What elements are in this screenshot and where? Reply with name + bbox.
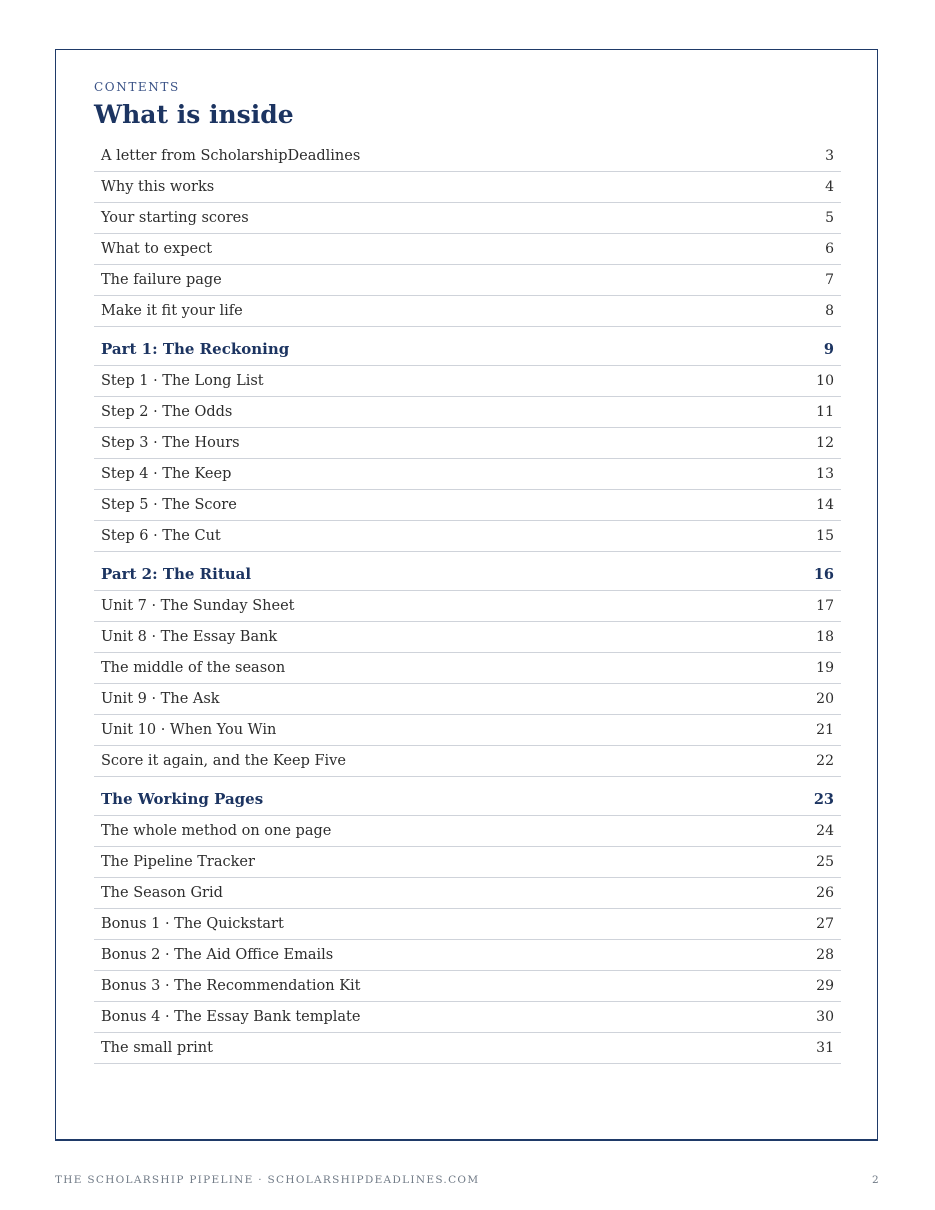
- toc-entry[interactable]: [94, 296, 841, 327]
- toc-page-number: 16: [813, 565, 834, 583]
- toc-page-number: 5: [825, 210, 834, 226]
- toc-page-number: 10: [816, 373, 834, 389]
- page-frame: [55, 49, 878, 1141]
- toc-entry-label: Bonus 4 · The Essay Bank template: [101, 1009, 361, 1025]
- toc-entry-label: Step 6 · The Cut: [101, 528, 221, 544]
- toc-entry[interactable]: [94, 203, 841, 234]
- page-footer: [55, 1174, 880, 1186]
- toc-entry-label: The Pipeline Tracker: [101, 854, 255, 870]
- toc-page-number: 29: [816, 978, 834, 994]
- toc-entry[interactable]: [94, 909, 841, 940]
- toc-entry[interactable]: [94, 141, 841, 172]
- toc-entry[interactable]: [94, 366, 841, 397]
- toc-part-heading[interactable]: [94, 327, 841, 366]
- table-of-contents: [94, 141, 841, 1064]
- toc-entry-label: The failure page: [101, 272, 222, 288]
- toc-page-number: 3: [825, 148, 834, 164]
- page-title: What is inside: [94, 100, 294, 129]
- toc-entry[interactable]: [94, 428, 841, 459]
- toc-entry-label: What to expect: [101, 241, 213, 257]
- toc-entry-label: The whole method on one page: [101, 823, 332, 839]
- toc-page-number: 13: [816, 466, 834, 482]
- toc-entry-label: The middle of the season: [101, 660, 286, 676]
- section-eyebrow: CONTENTS: [94, 80, 180, 94]
- toc-page-number: 14: [816, 497, 834, 513]
- contents-section: [94, 80, 841, 1064]
- toc-entry-label: Step 5 · The Score: [101, 497, 237, 513]
- toc-page-number: 26: [816, 885, 834, 901]
- toc-page-number: 9: [823, 340, 834, 358]
- toc-entry-label: The Season Grid: [101, 885, 223, 901]
- toc-part-heading[interactable]: [94, 777, 841, 816]
- toc-entry-label: Your starting scores: [101, 210, 249, 226]
- toc-part-heading[interactable]: [94, 552, 841, 591]
- toc-entry[interactable]: [94, 459, 841, 490]
- toc-page-number: 8: [825, 303, 834, 319]
- toc-entry[interactable]: [94, 490, 841, 521]
- toc-page-number: 22: [816, 753, 834, 769]
- toc-entry-label: Unit 8 · The Essay Bank: [101, 629, 278, 645]
- toc-entry-label: The Working Pages: [101, 790, 264, 808]
- toc-entry[interactable]: [94, 715, 841, 746]
- toc-entry[interactable]: [94, 746, 841, 777]
- toc-page-number: 28: [816, 947, 834, 963]
- toc-entry[interactable]: [94, 816, 841, 847]
- toc-page-number: 21: [816, 722, 834, 738]
- toc-entry[interactable]: [94, 397, 841, 428]
- toc-entry-label: Step 1 · The Long List: [101, 373, 264, 389]
- toc-page-number: 4: [825, 179, 834, 195]
- toc-page-number: 20: [816, 691, 834, 707]
- toc-page-number: 27: [816, 916, 834, 932]
- toc-entry[interactable]: [94, 684, 841, 715]
- toc-entry-label: Unit 10 · When You Win: [101, 722, 277, 738]
- toc-entry-label: Bonus 2 · The Aid Office Emails: [101, 947, 334, 963]
- toc-entry-label: Step 3 · The Hours: [101, 435, 240, 451]
- toc-entry-label: Part 1: The Reckoning: [101, 340, 290, 358]
- toc-page-number: 24: [816, 823, 834, 839]
- toc-entry[interactable]: [94, 234, 841, 265]
- toc-entry[interactable]: [94, 265, 841, 296]
- toc-entry-label: A letter from ScholarshipDeadlines: [101, 148, 361, 164]
- toc-page-number: 19: [816, 660, 834, 676]
- toc-entry[interactable]: [94, 653, 841, 684]
- toc-entry[interactable]: [94, 1033, 841, 1064]
- toc-entry-label: Step 2 · The Odds: [101, 404, 233, 420]
- toc-entry[interactable]: [94, 172, 841, 203]
- toc-page-number: 31: [816, 1040, 834, 1056]
- toc-entry[interactable]: [94, 1002, 841, 1033]
- toc-page-number: 6: [825, 241, 834, 257]
- toc-entry-label: Bonus 3 · The Recommendation Kit: [101, 978, 361, 994]
- toc-entry[interactable]: [94, 847, 841, 878]
- footer-running-title: THE SCHOLARSHIP PIPELINE · SCHOLARSHIPDEADLINES.COM: [55, 1174, 480, 1186]
- toc-entry[interactable]: [94, 878, 841, 909]
- toc-page-number: 12: [816, 435, 834, 451]
- toc-entry-label: Unit 7 · The Sunday Sheet: [101, 598, 295, 614]
- footer-page-number: 2: [872, 1174, 880, 1186]
- toc-entry[interactable]: [94, 521, 841, 552]
- toc-page-number: 23: [813, 790, 834, 808]
- toc-page-number: 17: [816, 598, 834, 614]
- toc-page-number: 11: [816, 404, 834, 420]
- toc-entry-label: Make it fit your life: [101, 303, 243, 319]
- toc-entry-label: Step 4 · The Keep: [101, 466, 232, 482]
- toc-entry[interactable]: [94, 622, 841, 653]
- toc-entry[interactable]: [94, 971, 841, 1002]
- toc-entry-label: The small print: [101, 1040, 213, 1056]
- toc-entry-label: Part 2: The Ritual: [101, 565, 252, 583]
- toc-page-number: 18: [816, 629, 834, 645]
- toc-page-number: 15: [816, 528, 834, 544]
- toc-entry-label: Why this works: [101, 179, 215, 195]
- toc-entry-label: Score it again, and the Keep Five: [101, 753, 346, 769]
- toc-page-number: 25: [816, 854, 834, 870]
- toc-entry-label: Bonus 1 · The Quickstart: [101, 916, 284, 932]
- toc-entry[interactable]: [94, 591, 841, 622]
- toc-entry-label: Unit 9 · The Ask: [101, 691, 220, 707]
- toc-page-number: 30: [816, 1009, 834, 1025]
- toc-entry[interactable]: [94, 940, 841, 971]
- toc-page-number: 7: [825, 272, 834, 288]
